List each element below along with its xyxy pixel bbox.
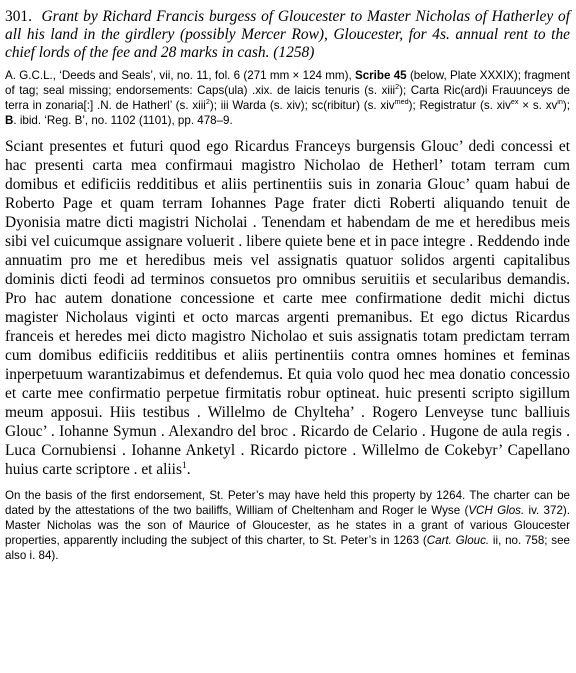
description-text: ); Registratur (s. xiv [408, 99, 511, 112]
scribe-label: Scribe 45 [354, 69, 407, 82]
description-text: ); iii Warda (s. xiv); sc(ribitur) (s. xiv [209, 99, 395, 112]
note-text: iv. 372). Master Nicholas was the son of Maurice of Gloucester, as he states in a grant of various Gloucester properties, apparently including the subject of this charter, to St. Peter’s in 1263 ( [5, 504, 570, 547]
latin-charter-text [5, 137, 570, 479]
commentary-note [5, 488, 570, 563]
description-text: . ibid. ‘Reg. B’, no. 1102 (1101), pp. 478–9. [13, 114, 233, 127]
note-text: On the basis of the first endorsement, St. Peter’s may have held this property by 1264. The charter can be dated by the attestations of the two bailiffs, William of Cheltenham and Roger le Wyse ( [5, 489, 570, 517]
description-text: ); Carta Ric(ard)i Frauunceys de terra in zonaria[:] .N. de Hatherl’ (s. xiii [5, 84, 570, 112]
cartulary-reference: Cart. Glouc. [426, 534, 490, 547]
description-text: × s. xv [518, 99, 558, 112]
charter-heading [5, 8, 570, 62]
superscript: med [394, 97, 409, 107]
manuscript-description [5, 68, 570, 128]
superscript: in [557, 97, 563, 107]
charter-title: Grant by Richard Francis burgess of Gloucester to Master Nicholas of Hatherley of all his land in the girdlery (possibly Mercer Row), Gloucester, for 4s. annual rent to the chief lords of the fee and 28 marks in cash. (1258) [5, 8, 570, 61]
vch-reference: VCH Glos. [468, 504, 525, 517]
footnote-marker: 1 [181, 459, 187, 471]
description-text: ); [562, 99, 570, 112]
note-text: ii, no. 758; see also i. 84). [5, 534, 570, 562]
latin-body: Sciant presentes et futuri quod ego Ricardus Franceys burgensis Glouc’ dedi concessi et hac presenti carta mea confirmaui magistro Nicholao de Hetherl’ totam terram cum domibus et edificiis redditibus et aliis pertinentiis suis in zonaria Glouc’ quam habui de Roberto Page et quam terram Iohannes Page frater dicti Roberti aliquando tenuit de Dyonisia matre dicti magistri Nicholai . Tenendam et habendam de me et heredibus meis sibi vel cuicumque assignare voluerit . libere quiete bene et in pace integre . Reddendo inde annuatim pro me et heredibus meis vel assignatis quatuor solidos argenti capitalibus dominis dicti feodi ad terminos consuetos pro omnibus seruitiis et secularibus demandis. Pro hac autem donatione concessione et carte mee confirmatione dedit michi dictus magister Nicholaus viginti et octo marcas argenti premanibus. Et ego dictus Ricardus franceis et heredes mei dicto magistro Nicholao et suis assignatis totam predictam terram cum domibus edificiis redditibus et aliis pertinentiis contra omnes homines et feminas inperpetuum warantizabimus et defendemus. Et quia volo quod hec mea donatio concessio et carte mee confirmatio perpetue firmitatis robur optineat. huic presenti scripto sigillum meum apposui. Hiis testibus . Willelmo de Chylteha’ . Rogero Lenveyse tunc balliuis Glouc’ . Iohanne Symun . Alexandro del broc . Ricardo de Celario . Hugone de aula regis . Luca Cornubiensi . Iohanne Anketyl . Ricardo pictore . Willelmo de Cokebyr’ Capellano huius carte scriptore . et aliis [5, 138, 570, 478]
superscript: 2 [205, 97, 210, 107]
superscript: ex [510, 97, 519, 107]
entry-number: 301. [5, 8, 32, 25]
superscript: 2 [395, 82, 400, 92]
description-text: (below, Plate XXXIX); fragment of tag; seal missing; endorsements: Caps(ula) .xix. de laicis tenuris (s. xiii [5, 69, 571, 97]
latin-end: . [186, 461, 191, 478]
description-text: A. G.C.L., ‘Deeds and Seals’, vii, no. 11, fol. 6 (271 mm × 124 mm), [5, 69, 355, 82]
copy-b-label: B [5, 114, 14, 127]
